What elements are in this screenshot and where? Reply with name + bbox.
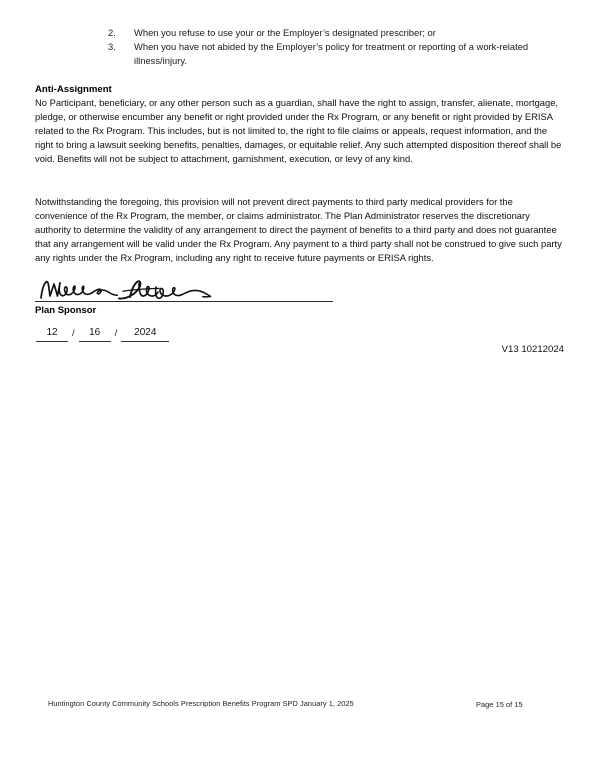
- list-item-number: 2.: [108, 27, 116, 38]
- list-item-text: When you have not abided by the Employer’s policy for treatment or reporting of a work-related illness/injury.: [134, 41, 529, 66]
- footer-document-title: Huntington County Community Schools Prescription Benefits Program SPD January 1, 2025: [48, 699, 354, 708]
- list-item: [108, 40, 570, 68]
- list-item: [108, 26, 570, 40]
- date-separator: /: [114, 328, 118, 339]
- signature-block: [35, 278, 335, 318]
- footer-page-number: Page 15 of 15: [476, 700, 523, 709]
- date-year-field[interactable]: 2024: [121, 326, 169, 342]
- section-heading-anti-assignment: Anti-Assignment: [35, 84, 112, 95]
- signature-label: Plan Sponsor: [35, 305, 97, 316]
- date-day-field[interactable]: 16: [79, 326, 111, 342]
- paragraph-anti-assignment: No Participant, beneficiary, or any other person such as a guardian, shall have the right to assign, transfer, alienate, mortgage, pledge, or otherwise encumber any benefit or right provided under the Rx Program, or any benefit or right provided by ERISA related to the Rx Program. This includes, but is not limited to, the right to file claims or appeals, request information, and the right to bring a lawsuit seeking benefits, penalties, damages, or equitable relief. Any such attempted disposition thereof shall be void. Benefits will not be subject to attachment, garnishment, execution, or levy of any kind.: [35, 97, 562, 165]
- signature-date-row: [36, 326, 169, 342]
- version-stamp: V13 10212024: [501, 344, 564, 355]
- signature-ink-icon: [35, 278, 335, 302]
- numbered-list: [108, 26, 570, 68]
- date-month-field[interactable]: 12: [36, 326, 68, 342]
- paragraph-notwithstanding: Notwithstanding the foregoing, this provision will not prevent direct payments to third party medical providers for the convenience of the Rx Program, the member, or claims administrator. The Plan Administrator reserves the discretionary authority to determine the validity of any arrangement to direct the payment of benefits to a third party and does not guarantee that any arrangement will be valid under the Rx Program. Any payment to a third party shall not be construed to give such party any rights under the Rx Program, including any right to receive future payments or ERISA rights.: [35, 196, 562, 264]
- list-item-text: When you refuse to use your or the Employer’s designated prescriber; or: [134, 27, 436, 38]
- list-item-number: 3.: [108, 41, 116, 52]
- date-separator: /: [72, 328, 75, 339]
